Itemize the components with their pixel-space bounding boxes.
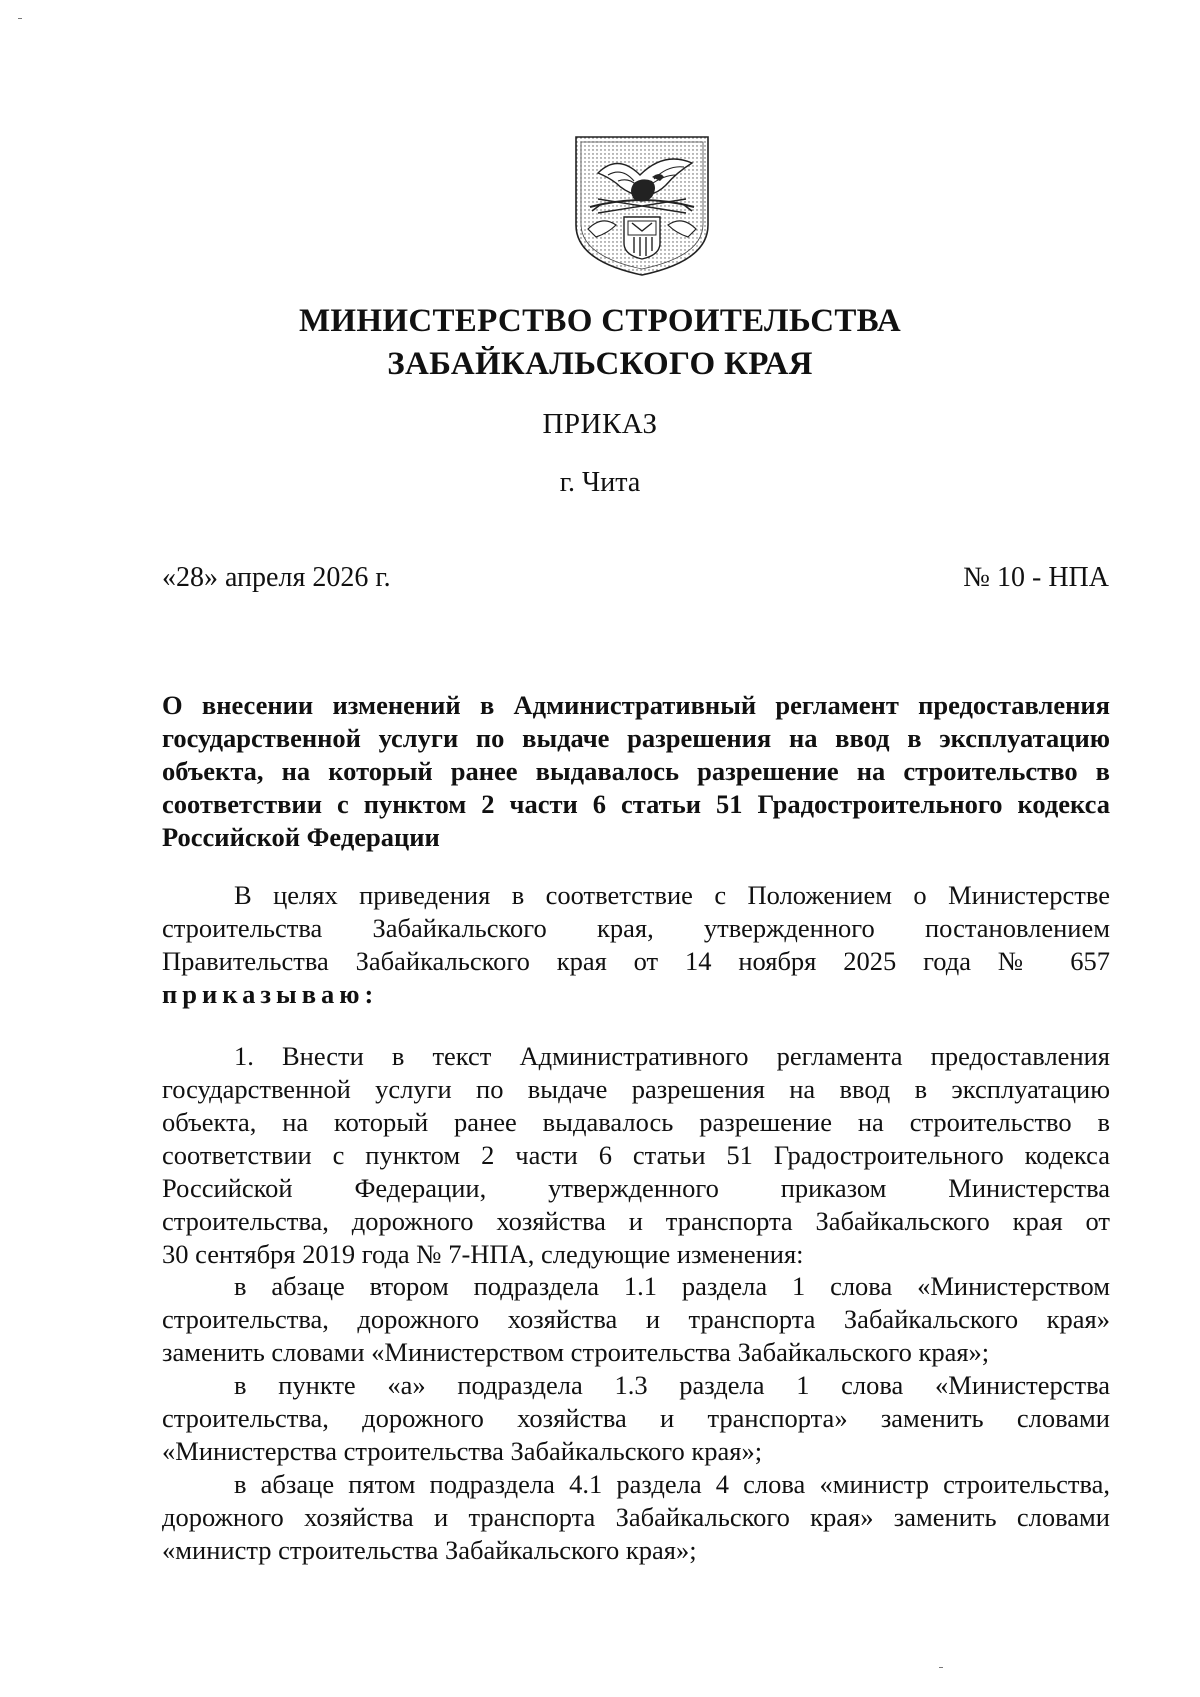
scan-speck bbox=[18, 18, 22, 19]
paragraph-line: Правительства Забайкальского края от 14 ноября 2025 года № 657 bbox=[162, 946, 1110, 976]
paragraph-line: В целях приведения в соответствие с Положением о Министерстве bbox=[234, 880, 1110, 910]
document-date: «28» апреля 2026 г. bbox=[162, 562, 391, 593]
paragraph-line: Российской Федерации, утвержденного приказом Министерства bbox=[162, 1173, 1110, 1203]
paragraph-line: строительства, дорожного хозяйства и транспорта» заменить словами bbox=[162, 1403, 1110, 1433]
scan-speck bbox=[939, 1667, 943, 1668]
paragraph-line: «министр строительства Забайкальского края»; bbox=[162, 1535, 697, 1565]
paragraph-line: 1. Внести в текст Административного регламента предоставления bbox=[234, 1041, 1110, 1071]
order-word: приказываю: bbox=[162, 979, 379, 1009]
ministry-name-line-1: МИНИСТЕРСТВО СТРОИТЕЛЬСТВА bbox=[298, 303, 902, 339]
coat-of-arms-icon bbox=[568, 133, 716, 280]
paragraph-line: «Министерства строительства Забайкальского края»; bbox=[162, 1436, 763, 1466]
document-number: № 10 - НПА bbox=[963, 562, 1109, 593]
change-1-paragraph bbox=[162, 1270, 1110, 1369]
paragraph-line: в абзаце пятом подраздела 4.1 раздела 4 слова «министр строительства, bbox=[234, 1469, 1110, 1499]
change-3-paragraph bbox=[162, 1468, 1110, 1567]
paragraph-line: 30 сентября 2019 года № 7-НПА, следующие изменения: bbox=[162, 1239, 804, 1269]
ministry-name-line-2: ЗАБАЙКАЛЬСКОГО КРАЯ bbox=[387, 346, 813, 382]
item-1-paragraph bbox=[162, 1040, 1110, 1271]
document-title bbox=[162, 689, 1110, 854]
change-2-paragraph bbox=[162, 1369, 1110, 1468]
preamble-paragraph bbox=[162, 879, 1110, 1011]
city: г. Чита bbox=[559, 467, 641, 498]
paragraph-line: заменить словами «Министерством строительства Забайкальского края»; bbox=[162, 1337, 990, 1367]
paragraph-line: соответствии с пунктом 2 части 6 статьи 51 Градостроительного кодекса bbox=[162, 1140, 1110, 1170]
paragraph-line: государственной услуги по выдаче разрешения на ввод в эксплуатацию bbox=[162, 1074, 1110, 1104]
document-type: ПРИКАЗ bbox=[542, 408, 658, 440]
title-line: Российской Федерации bbox=[162, 822, 440, 852]
paragraph-line: строительства, дорожного хозяйства и транспорта Забайкальского края от bbox=[162, 1206, 1110, 1236]
paragraph-line: дорожного хозяйства и транспорта Забайкальского края» заменить словами bbox=[162, 1502, 1110, 1532]
ministry-name bbox=[200, 300, 1000, 386]
title-line: соответствии с пунктом 2 части 6 статьи 51 Градостроительного кодекса bbox=[162, 789, 1110, 819]
paragraph-line: строительства Забайкальского края, утвержденного постановлением bbox=[162, 913, 1110, 943]
paragraph-line: в абзаце втором подраздела 1.1 раздела 1 слова «Министерством bbox=[234, 1271, 1110, 1301]
paragraph-line: строительства, дорожного хозяйства и транспорта Забайкальского края» bbox=[162, 1304, 1110, 1334]
title-line: государственной услуги по выдаче разрешения на ввод в эксплуатацию bbox=[162, 723, 1110, 753]
title-line: объекта, на который ранее выдавалось разрешение на строительство в bbox=[162, 756, 1110, 786]
paragraph-line: объекта, на который ранее выдавалось разрешение на строительство в bbox=[162, 1107, 1110, 1137]
title-line: О внесении изменений в Административный регламент предоставления bbox=[162, 690, 1110, 720]
paragraph-line: в пункте «а» подраздела 1.3 раздела 1 слова «Министерства bbox=[234, 1370, 1110, 1400]
